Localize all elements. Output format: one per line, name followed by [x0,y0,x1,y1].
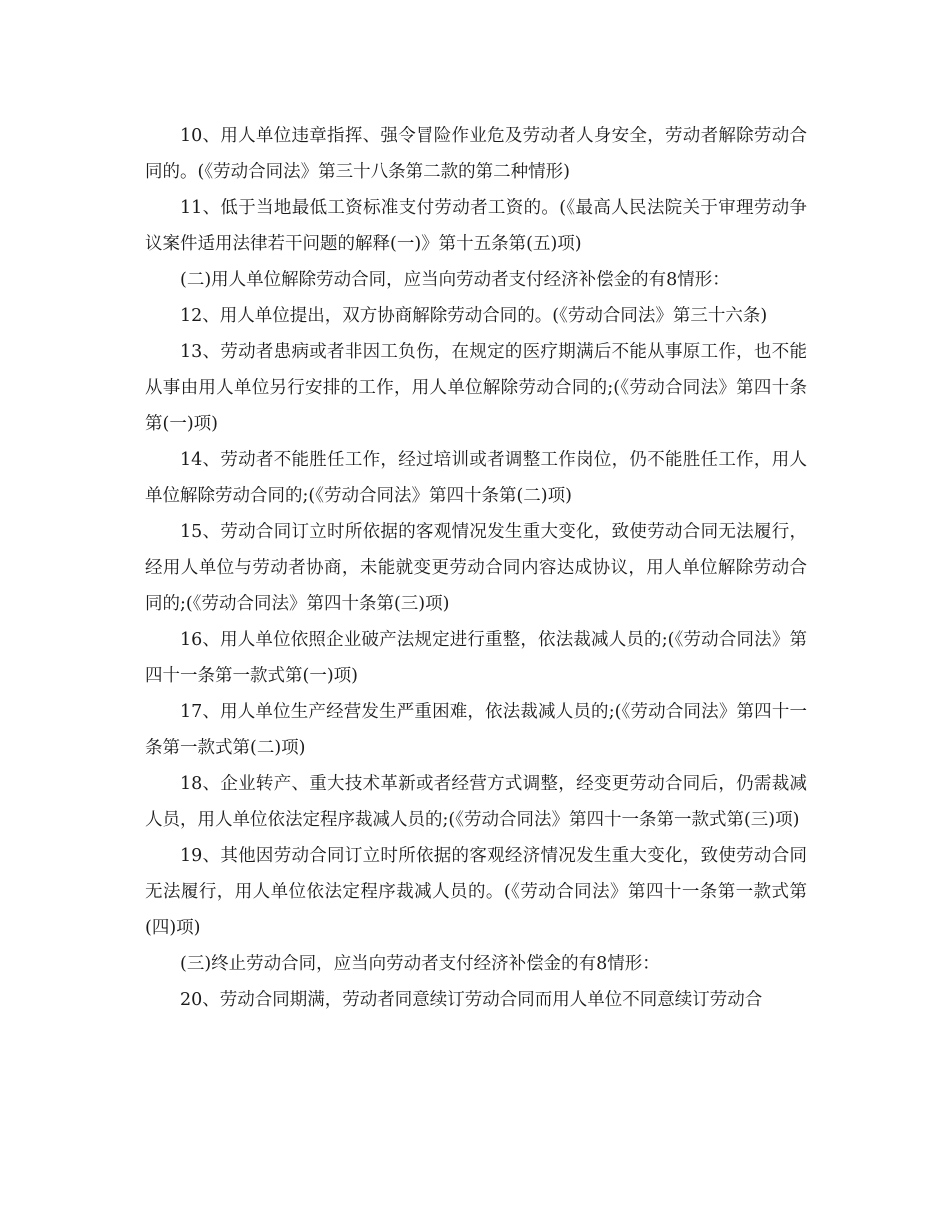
section-heading-3: (三)终止劳动合同，应当向劳动者支付经济补偿金的有8情形： [180,954,660,974]
paragraph-item-14: 14、劳动者不能胜任工作，经过培训或者调整工作岗位，仍不能胜任工作，用人单位解除劳动合同的;(《劳动合同法》第四十条第(二)项) [145,450,807,506]
paragraph-item-15: 15、劳动合同订立时所依据的客观情况发生重大变化，致使劳动合同无法履行，经用人单位与劳动者协商，未能就变更劳动合同内容达成协议，用人单位解除劳动合同的;(《劳动合同法》第四十条第(三)项) [145,522,807,614]
paragraph-item-12: 12、用人单位提出，双方协商解除劳动合同的。(《劳动合同法》第三十六条) [180,306,768,326]
section-heading-2: (二)用人单位解除劳动合同，应当向劳动者支付经济补偿金的有8情形： [180,270,730,290]
paragraph-item-17: 17、用人单位生产经营发生严重困难，依法裁减人员的;(《劳动合同法》第四十一条第一款式第(二)项) [145,702,807,758]
paragraph-item-16: 16、用人单位依照企业破产法规定进行重整，依法裁减人员的;(《劳动合同法》第四十一条第一款式第(一)项) [145,630,807,686]
paragraph-item-20: 20、劳动合同期满，劳动者同意续订劳动合同而用人单位不同意续订劳动合 [180,990,763,1010]
paragraph-item-13: 13、劳动者患病或者非因工负伤，在规定的医疗期满后不能从事原工作，也不能从事由用人单位另行安排的工作，用人单位解除劳动合同的;(《劳动合同法》第四十条第(一)项) [145,342,807,434]
paragraph-item-11: 11、低于当地最低工资标准支付劳动者工资的。(《最高人民法院关于审理劳动争议案件适用法律若干问题的解释(一)》第十五条第(五)项) [145,198,807,254]
paragraph-item-18: 18、企业转产、重大技术革新或者经营方式调整，经变更劳动合同后，仍需裁减人员，用人单位依法定程序裁减人员的;(《劳动合同法》第四十一条第一款式第(三)项) [145,774,807,830]
paragraph-item-19: 19、其他因劳动合同订立时所依据的客观经济情况发生重大变化，致使劳动合同无法履行，用人单位依法定程序裁减人员的。(《劳动合同法》第四十一条第一款式第(四)项) [145,846,807,938]
document-body [145,118,807,1018]
paragraph-item-10: 10、用人单位违章指挥、强令冒险作业危及劳动者人身安全，劳动者解除劳动合同的。(《劳动合同法》第三十八条第二款的第二种情形) [145,126,807,182]
